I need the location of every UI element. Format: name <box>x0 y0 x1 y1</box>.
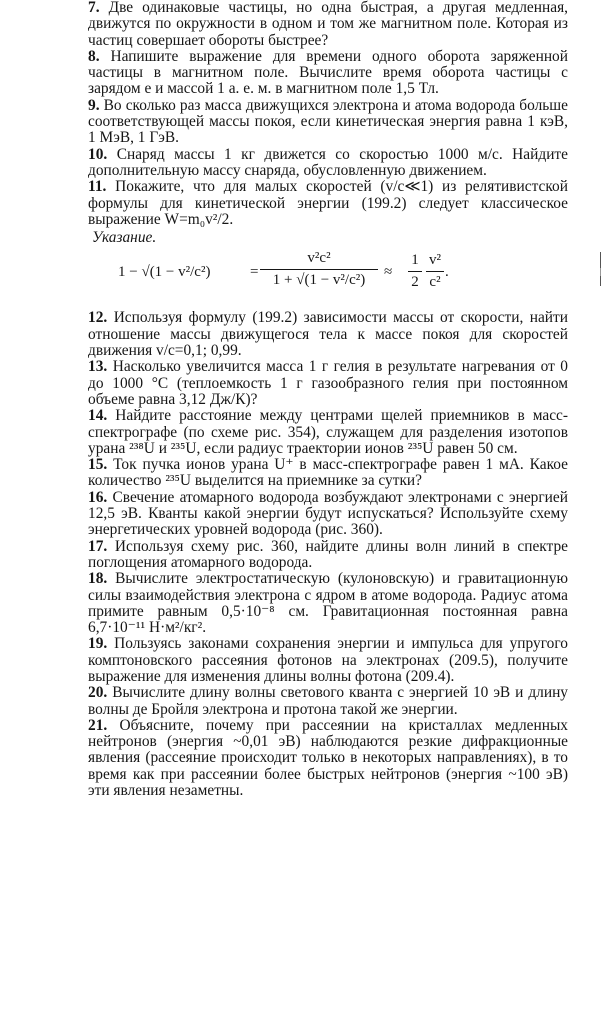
problem-19: 19. Пользуясь законами сохранения энергии и импульса для упругого комптоновского рассеяния фотонов на электронах (209.5), получите выражение для изменения длины волны фотона (209.4). <box>88 635 568 685</box>
formula-numerator: v²c² <box>307 250 331 267</box>
fraction-bar <box>426 271 444 272</box>
problem-16: 16. Свечение атомарного водорода возбуждают электронами с энергией 12,5 эВ. Кванты какой энергии будут испускаться? Используйте схему энергетических уровней водорода (рис. 360). <box>88 488 568 539</box>
problem-15: 15. Ток пучка ионов урана U⁺ в масс-спектрографе равен 1 мА. Какое количество ²³⁵U выделится на приемнике за сутки? <box>88 456 568 490</box>
page <box>88 0 568 799</box>
problem-17: 17. Используя схему рис. 360, найдите длины волн линий в спектре поглощения атомарного водорода. <box>88 537 568 571</box>
formula-half: 1 2 <box>408 252 422 291</box>
problem-11: 11. Покажите, что для малых скоростей (v/c≪1) из релятивистской формулы для кинетической энергии (199.2) следует классическое выражение W=m₀v²/2. <box>88 178 568 228</box>
formula-ratio: v² c² <box>426 252 444 291</box>
formula-denominator: 1 + √(1 − v²/c²) <box>272 272 366 289</box>
problem-14: 14. Найдите расстояние между центрами щелей приемников в масс-спектрографе (по схеме рис. 354), служащем для разделения изотопов урана ²³⁸U и ²³⁵U, если радиус траектории ионов ²³⁵U равен 50 см. <box>88 407 568 457</box>
formula-equals: = <box>250 264 259 281</box>
hint-label: Указание. <box>92 229 157 247</box>
margin-mark <box>600 268 601 276</box>
problem-13: 13. Насколько увеличится масса 1 г гелия в результате нагревания от 0 до 1000 °C (теплоемкость 1 г газообразного гелия при постоянном объеме равна 3,12 Дж/К)? <box>88 358 568 408</box>
problem-10: 10. Снаряд массы 1 кг движется со скоростью 1000 м/с. Найдите дополнительную массу снаряда, обусловленную движением. <box>88 145 568 179</box>
problem-21: 21. Объясните, почему при рассеянии на кристаллах медленных нейтронов (энергия ~0,01 эВ) наблюдаются резкие дифракционные явления (рассеяние происходит только в некоторых направлениях), в то время как при рассеянии более быстрых нейтронов (энергия ~100 эВ) эти явления незаметны. <box>88 716 569 800</box>
problem-20: 20. Вычислите длину волны светового кванта с энергией 10 эВ и длину волны де Бройля электрона и протона такой же энергии. <box>88 684 568 718</box>
fraction-bar <box>260 269 378 270</box>
fraction-bar <box>408 271 422 272</box>
problem-18: 18. Вычислите электростатическую (кулоновскую) и гравитационную силы взаимодействия электрона с ядром в атоме водорода. Радиус атома примите равным 0,5·10⁻⁸ см. Гравитационная постоянная равна 6,7·10⁻¹¹ Н·м²/кг². <box>88 570 568 637</box>
problem-7: 7. Две одинаковые частицы, но одна быстрая, а другая медленная, движутся по окружности в одном и том же магнитном поле. Которая из частиц совершает обороты быстрее? <box>88 0 568 49</box>
formula-approx: ≈ <box>384 264 393 281</box>
formula-lhs: 1 − √(1 − v²/c²) <box>118 264 211 281</box>
formula-fraction <box>260 250 378 289</box>
formula: 1 − √(1 − v²/c²) = v²c² 1 + √(1 − v²/c²) ≈ 1 2 v² c² . <box>118 250 449 291</box>
problem-12: 12. Используя формулу (199.2) зависимости массы от скорости, найти отношение массы движущегося тела к массе покоя для скоростей движения v/c=0,1; 0,99. <box>88 309 569 360</box>
problem-9: 9. Во сколько раз масса движущихся электрона и атома водорода больше соответствующей массы покоя, если кинетическая энергия равна 1 кэВ, 1 МэВ, 1 ГэВ. <box>88 96 568 147</box>
problem-8: 8. Напишите выражение для времени одного оборота заряженной частицы в магнитном поле. Вычислите время оборота частицы с зарядом e и массой 1 а. е. м. в магнитном поле 1,5 Тл. <box>88 47 568 98</box>
